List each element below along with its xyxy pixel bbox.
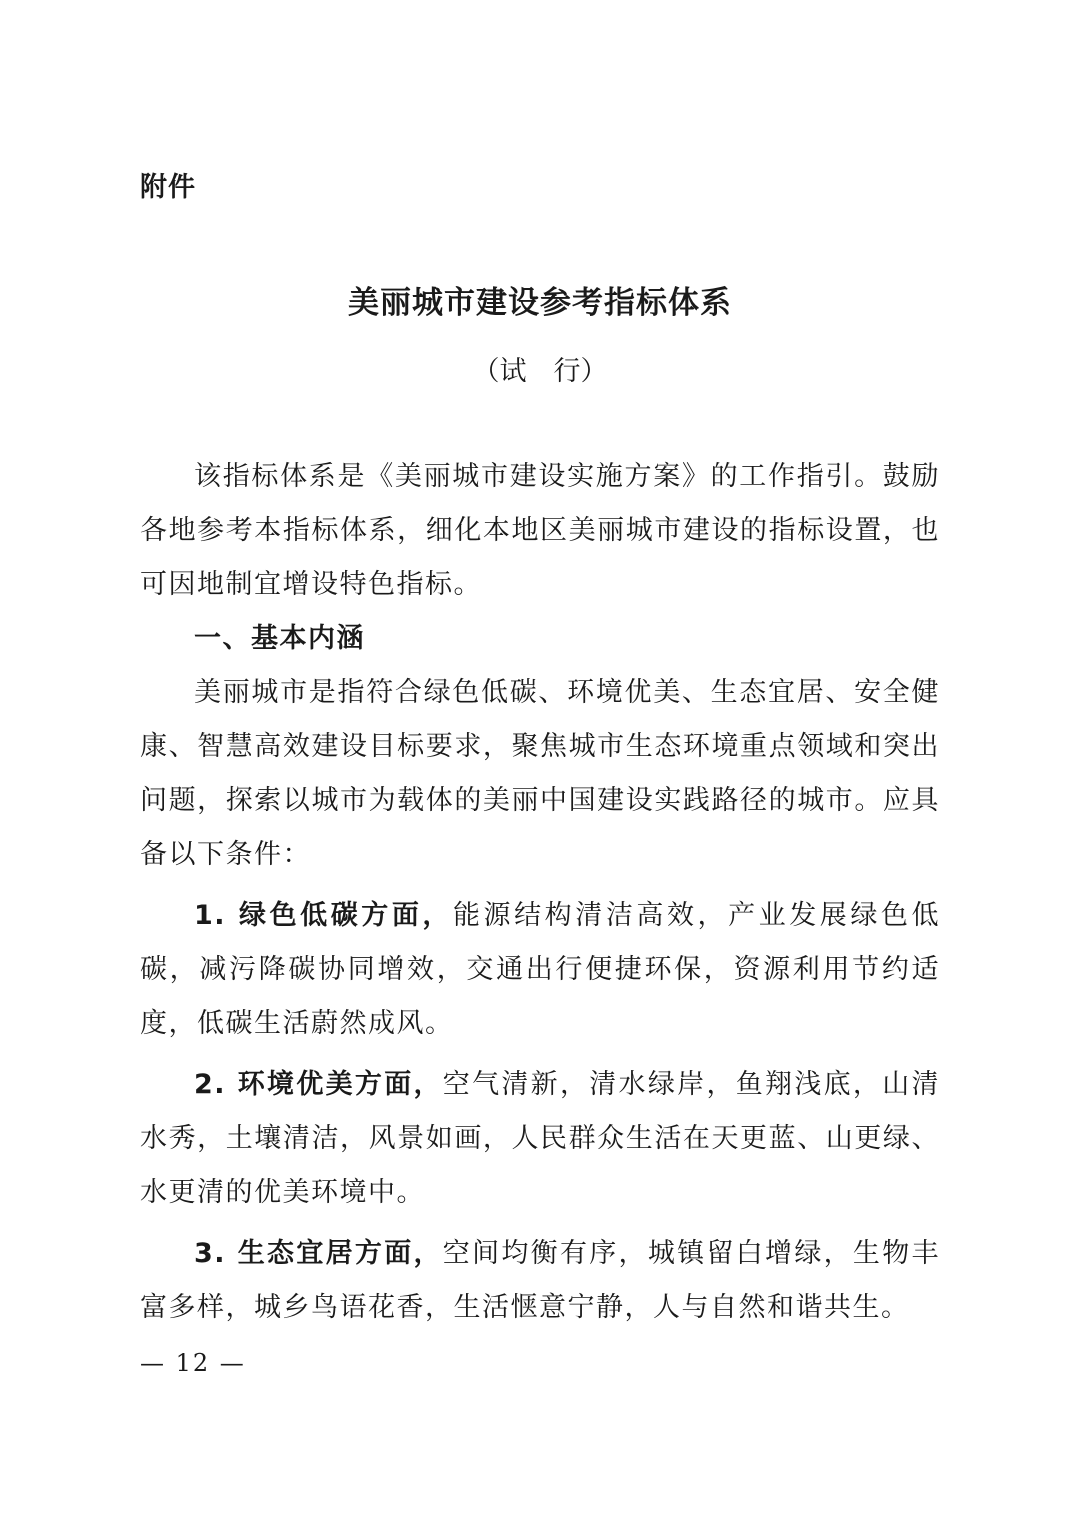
page-number: — 12 — (140, 1349, 246, 1377)
attachment-label: 附件 (140, 172, 196, 203)
definition-paragraph: 美丽城市是指符合绿色低碳、环境优美、生态宜居、安全健康、智慧高效建设目标要求，聚焦城市生态环境重点领域和突出问题，探索以城市为载体的美丽中国建设实践路径的城市。应具备以下条件： (140, 677, 940, 870)
list-item-environment (140, 1058, 940, 1220)
item-text: 空间均衡有序，城镇留白增绿，生物丰富多样，城乡鸟语花香，生活惬意宁静，人与自然和谐共生。 (140, 1238, 940, 1323)
list-item-green-low-carbon (140, 889, 940, 1051)
item-lead: 3. 生态宜居方面， (194, 1238, 443, 1269)
list-item-ecological-livable (140, 1227, 940, 1335)
item-text: 空气清新，清水绿岸，鱼翔浅底，山清水秀，土壤清洁，风景如画，人民群众生活在天更蓝、山更绿、水更清的优美环境中。 (140, 1069, 940, 1208)
document-subtitle: （试 行） (472, 356, 608, 387)
document-body (140, 450, 940, 1335)
item-text: 能源结构清洁高效，产业发展绿色低碳，减污降碳协同增效，交通出行便捷环保，资源利用节约适度，低碳生活蔚然成风。 (140, 900, 940, 1039)
document-title: 美丽城市建设参考指标体系 (348, 285, 732, 321)
section-heading: 一、基本内涵 (194, 623, 365, 654)
item-lead: 2. 环境优美方面， (194, 1069, 443, 1100)
item-lead: 1. 绿色低碳方面， (194, 900, 453, 931)
intro-paragraph: 该指标体系是《美丽城市建设实施方案》的工作指引。鼓励各地参考本指标体系，细化本地区美丽城市建设的指标设置，也可因地制宜增设特色指标。 (140, 461, 940, 600)
